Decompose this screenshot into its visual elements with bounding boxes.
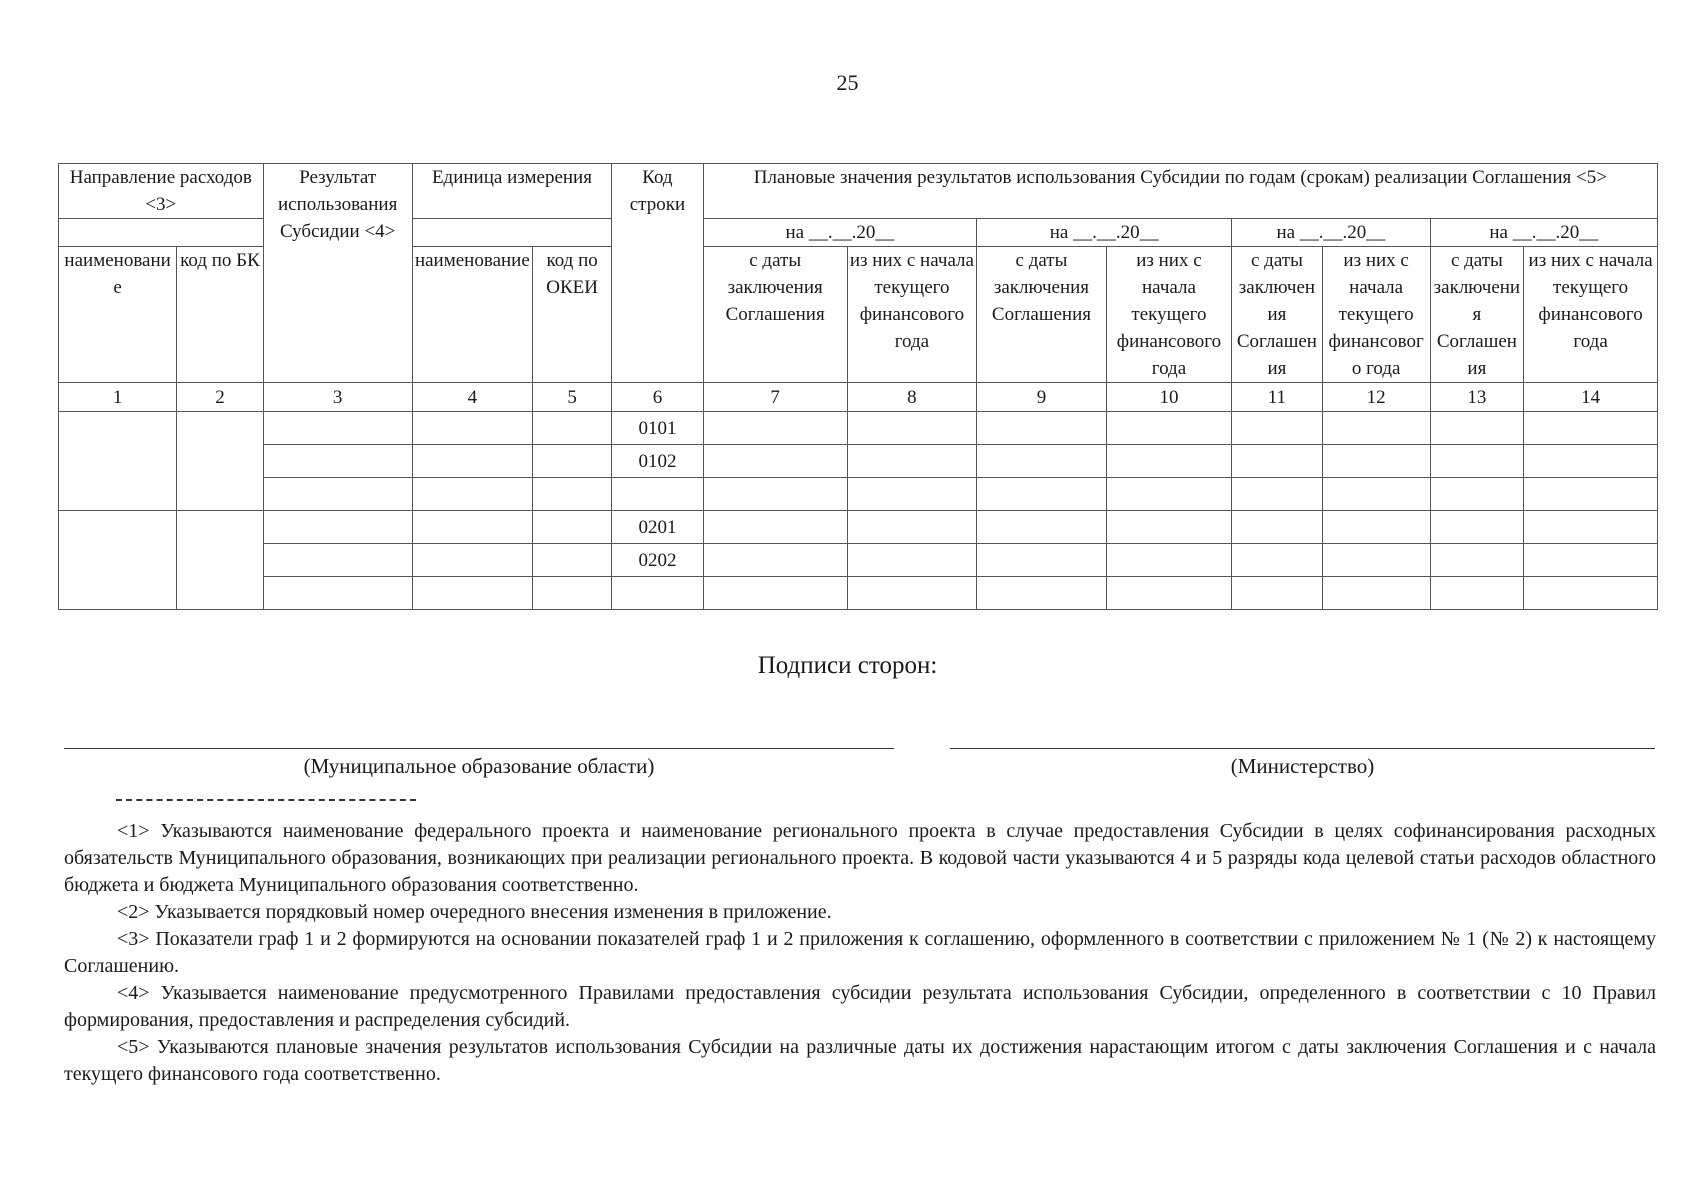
cell[interactable] [977, 511, 1107, 544]
cell[interactable] [412, 445, 532, 478]
footnote-5: <5> Указываются плановые значения результатов использования Субсидии на различные даты их достижения нарастающим итогом с даты заключения Соглашения и с начала текущего финансового года соответственно. [64, 1036, 1656, 1085]
cell[interactable] [263, 511, 412, 544]
footnotes [64, 818, 1656, 1088]
cell[interactable] [1524, 577, 1658, 610]
direction-name-cell[interactable] [59, 412, 177, 511]
table-row [59, 577, 1658, 610]
cell[interactable] [263, 544, 412, 577]
period-4-from-year: из них с начала текущего финансового года [1524, 247, 1658, 383]
cell[interactable] [1322, 478, 1430, 511]
header-result: Результат использования Субсидии <4> [263, 164, 412, 383]
footnote-2: <2> Указывается порядковый номер очередного внесения изменения в приложение. [117, 901, 832, 923]
header-unit: Единица измерения [412, 164, 611, 219]
cell[interactable] [1232, 511, 1322, 544]
cell[interactable] [703, 412, 847, 445]
line-code-cell: 0202 [612, 544, 704, 577]
period-1-date: на __.__.20__ [703, 219, 977, 247]
column-number: 13 [1430, 383, 1524, 412]
cell[interactable] [847, 412, 977, 445]
table-row [59, 511, 1658, 544]
column-number: 9 [977, 383, 1107, 412]
column-number: 5 [533, 383, 612, 412]
period-3-from-year: из них с начала текущего финансового года [1322, 247, 1430, 383]
footnote-4: <4> Указывается наименование предусмотренного Правилами предоставления субсидии результата использования Субсидии, определенного в соответствии с 10 Правил формирования, предоставления и распределения субсидий. [64, 982, 1656, 1031]
cell[interactable] [1322, 445, 1430, 478]
cell[interactable] [263, 478, 412, 511]
direction-code-cell[interactable] [177, 412, 263, 511]
line-code-cell: 0101 [612, 412, 704, 445]
column-number: 14 [1524, 383, 1658, 412]
cell[interactable] [1524, 544, 1658, 577]
cell[interactable] [533, 544, 612, 577]
cell[interactable] [533, 412, 612, 445]
cell[interactable] [977, 412, 1107, 445]
cell[interactable] [1322, 511, 1430, 544]
left-signature-line[interactable] [64, 748, 894, 749]
line-code-cell [612, 478, 704, 511]
line-code-cell: 0102 [612, 445, 704, 478]
line-code-cell [612, 577, 704, 610]
table-row [59, 544, 1658, 577]
header-planned-values: Плановые значения результатов использования Субсидии по годам (срокам) реализации Соглашения <5> [703, 164, 1657, 219]
cell[interactable] [1322, 577, 1430, 610]
cell[interactable] [1106, 511, 1231, 544]
cell[interactable] [1430, 445, 1524, 478]
header-direction-name: наименование [59, 247, 177, 383]
cell[interactable] [412, 412, 532, 445]
period-4-from-date: с даты заключения Соглашения [1430, 247, 1524, 383]
cell[interactable] [977, 544, 1107, 577]
cell[interactable] [1106, 544, 1231, 577]
cell[interactable] [1430, 412, 1524, 445]
cell[interactable] [1524, 445, 1658, 478]
table-row [59, 412, 1658, 445]
cell[interactable] [412, 511, 532, 544]
column-number: 4 [412, 383, 532, 412]
footnote-separator [116, 799, 416, 801]
table-row [59, 478, 1658, 511]
cell[interactable] [703, 511, 847, 544]
page-number: 25 [836, 70, 859, 95]
direction-name-cell[interactable] [59, 511, 177, 610]
header-unit-code: код по ОКЕИ [533, 247, 612, 383]
header-unit-name: наименование [412, 247, 532, 383]
cell[interactable] [412, 478, 532, 511]
cell[interactable] [533, 445, 612, 478]
period-2-date: на __.__.20__ [977, 219, 1232, 247]
header-direction: Направление расходов <3> [59, 164, 264, 219]
cell[interactable] [1524, 412, 1658, 445]
cell[interactable] [977, 577, 1107, 610]
cell[interactable] [1322, 412, 1430, 445]
cell[interactable] [1232, 478, 1322, 511]
column-number: 7 [703, 383, 847, 412]
cell[interactable] [1106, 478, 1231, 511]
cell[interactable] [1430, 511, 1524, 544]
signatures-title: Подписи сторон: [757, 652, 938, 679]
cell[interactable] [703, 577, 847, 610]
column-number: 12 [1322, 383, 1430, 412]
cell[interactable] [1232, 412, 1322, 445]
cell[interactable] [977, 478, 1107, 511]
cell[interactable] [847, 577, 977, 610]
cell[interactable] [703, 478, 847, 511]
cell[interactable] [1430, 577, 1524, 610]
period-3-from-date: с даты заключения Соглашения [1232, 247, 1322, 383]
cell[interactable] [1106, 412, 1231, 445]
cell[interactable] [1322, 544, 1430, 577]
period-2-from-year: из них с начала текущего финансового года [1106, 247, 1231, 383]
cell[interactable] [1232, 445, 1322, 478]
right-signature-caption: (Министерство) [1230, 754, 1375, 778]
period-1-from-year: из них с начала текущего финансового года [847, 247, 977, 383]
header-line-code: Код строки [612, 164, 704, 383]
cell[interactable] [1106, 577, 1231, 610]
cell[interactable] [847, 511, 977, 544]
line-code-cell: 0201 [612, 511, 704, 544]
cell[interactable] [1106, 445, 1231, 478]
cell[interactable] [533, 511, 612, 544]
column-number: 2 [177, 383, 263, 412]
cell[interactable] [1232, 544, 1322, 577]
cell[interactable] [977, 445, 1107, 478]
cell[interactable] [1524, 511, 1658, 544]
cell[interactable] [847, 478, 977, 511]
cell[interactable] [412, 544, 532, 577]
period-1-from-date: с даты заключения Соглашения [703, 247, 847, 383]
cell[interactable] [847, 544, 977, 577]
period-3-date: на __.__.20__ [1232, 219, 1430, 247]
column-number: 11 [1232, 383, 1322, 412]
footnote-1: <1> Указываются наименование федерального проекта и наименование регионального проекта в случае предоставления Субсидии в целях софинансирования расходных обязательств Муниципального образования, возникающих при реализации регионального проекта. В кодовой части указываются 4 и 5 разряды кода целевой статьи расходов областного бюджета и бюджета Муниципального образования соответственно. [64, 820, 1656, 896]
column-number: 8 [847, 383, 977, 412]
column-number: 3 [263, 383, 412, 412]
cell[interactable] [1430, 478, 1524, 511]
results-table [58, 163, 1658, 610]
cell[interactable] [263, 445, 412, 478]
cell[interactable] [847, 445, 977, 478]
column-number: 10 [1106, 383, 1231, 412]
column-numbers-row [59, 383, 1658, 412]
cell[interactable] [533, 577, 612, 610]
right-signature-line[interactable] [950, 748, 1655, 749]
column-number: 1 [59, 383, 177, 412]
cell[interactable] [1232, 577, 1322, 610]
cell[interactable] [263, 577, 412, 610]
period-4-date: на __.__.20__ [1430, 219, 1657, 247]
cell[interactable] [412, 577, 532, 610]
cell[interactable] [703, 544, 847, 577]
direction-code-cell[interactable] [177, 511, 263, 610]
left-signature-caption: (Муниципальное образование области) [303, 754, 655, 778]
cell[interactable] [533, 478, 612, 511]
cell[interactable] [703, 445, 847, 478]
cell[interactable] [1524, 478, 1658, 511]
period-2-from-date: с даты заключения Соглашения [977, 247, 1107, 383]
cell[interactable] [263, 412, 412, 445]
table-row [59, 445, 1658, 478]
header-row-1 [59, 164, 1658, 219]
header-direction-code: код по БК [177, 247, 263, 383]
column-number: 6 [612, 383, 704, 412]
cell[interactable] [1430, 544, 1524, 577]
footnote-3: <3> Показатели граф 1 и 2 формируются на основании показателей граф 1 и 2 приложения к соглашению, оформленного в соответствии с приложением № 1 (№ 2) к настоящему Соглашению. [64, 928, 1656, 977]
